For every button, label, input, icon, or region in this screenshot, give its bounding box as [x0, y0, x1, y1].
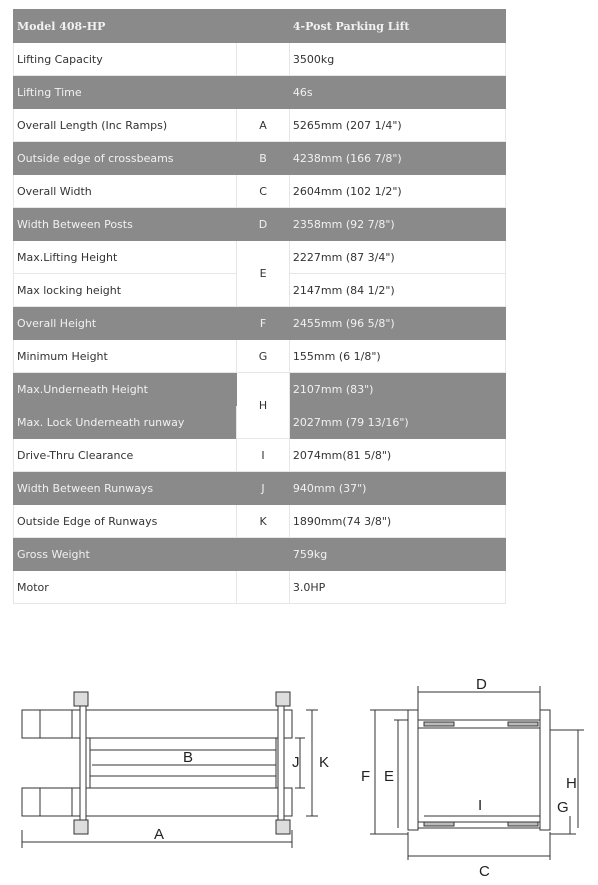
table-header-row — [14, 10, 506, 43]
row-code: G — [237, 340, 290, 373]
table-row — [14, 109, 506, 142]
dim-label-i: I — [478, 797, 483, 814]
row-label: Max.Underneath Height — [14, 373, 237, 406]
row-value: 759kg — [289, 538, 505, 571]
row-code — [237, 43, 290, 76]
row-value: 2147mm (84 1/2") — [289, 274, 505, 307]
table-row — [14, 241, 506, 274]
model-cell: Model 408-HP — [14, 10, 237, 43]
row-label: Max.Lifting Height — [14, 241, 237, 274]
row-value: 1890mm(74 3/8") — [289, 505, 505, 538]
row-value: 2107mm (83") — [289, 373, 505, 406]
row-value: 940mm (37") — [289, 472, 505, 505]
row-label: Width Between Posts — [14, 208, 237, 241]
row-value: 3500kg — [289, 43, 505, 76]
row-label: Drive-Thru Clearance — [14, 439, 237, 472]
row-label: Overall Height — [14, 307, 237, 340]
dim-label-e: E — [384, 768, 395, 785]
dim-label-d: D — [476, 676, 487, 693]
row-code: J — [237, 472, 290, 505]
row-label: Overall Width — [14, 175, 237, 208]
row-value: 4238mm (166 7/8") — [289, 142, 505, 175]
top-view — [22, 692, 318, 848]
row-label: Width Between Runways — [14, 472, 237, 505]
row-code — [237, 571, 290, 604]
table-row — [14, 142, 506, 175]
row-value: 2027mm (79 13/16") — [289, 406, 505, 439]
row-code: H — [237, 373, 290, 439]
row-value: 2074mm(81 5/8") — [289, 439, 505, 472]
table-row — [14, 571, 506, 604]
row-code: B — [237, 142, 290, 175]
table-row — [14, 538, 506, 571]
lift-dimension-diagram — [0, 650, 598, 885]
dim-label-k: K — [319, 754, 330, 771]
table-row — [14, 439, 506, 472]
dim-label-g: G — [557, 799, 569, 816]
row-code: A — [237, 109, 290, 142]
row-label: Gross Weight — [14, 538, 237, 571]
front-view — [370, 686, 584, 860]
dim-label-c: C — [479, 863, 490, 880]
row-code: E — [237, 241, 290, 307]
row-label: Overall Length (Inc Ramps) — [14, 109, 237, 142]
row-code: I — [237, 439, 290, 472]
row-code: C — [237, 175, 290, 208]
table-row — [14, 175, 506, 208]
row-value: 2358mm (92 7/8") — [289, 208, 505, 241]
table-row — [14, 340, 506, 373]
dim-label-h: H — [566, 775, 577, 792]
row-label: Max. Lock Underneath runway — [14, 406, 237, 439]
row-value: 5265mm (207 1/4") — [289, 109, 505, 142]
dim-label-a: A — [154, 826, 165, 843]
row-code: K — [237, 505, 290, 538]
dim-label-j: J — [292, 754, 300, 771]
row-value: 155mm (6 1/8") — [289, 340, 505, 373]
table-row — [14, 208, 506, 241]
table-row — [14, 307, 506, 340]
table-row — [14, 505, 506, 538]
row-label: Minimum Height — [14, 340, 237, 373]
row-code: D — [237, 208, 290, 241]
row-label: Outside Edge of Runways — [14, 505, 237, 538]
table-row — [14, 373, 506, 406]
dim-label-b: B — [183, 749, 194, 766]
row-code: F — [237, 307, 290, 340]
type-cell: 4-Post Parking Lift — [289, 10, 505, 43]
row-label: Lifting Capacity — [14, 43, 237, 76]
table-row — [14, 472, 506, 505]
row-value: 2604mm (102 1/2") — [289, 175, 505, 208]
row-label: Lifting Time — [14, 76, 237, 109]
dim-label-f: F — [361, 768, 371, 785]
row-value: 3.0HP — [289, 571, 505, 604]
row-value: 46s — [289, 76, 505, 109]
row-code — [237, 538, 290, 571]
row-label: Outside edge of crossbeams — [14, 142, 237, 175]
row-value: 2227mm (87 3/4") — [289, 241, 505, 274]
row-label: Motor — [14, 571, 237, 604]
row-value: 2455mm (96 5/8") — [289, 307, 505, 340]
row-label: Max locking height — [14, 274, 237, 307]
table-row — [14, 43, 506, 76]
table-row — [14, 76, 506, 109]
row-code — [237, 76, 290, 109]
code-cell — [237, 10, 290, 43]
spec-table — [13, 9, 506, 604]
